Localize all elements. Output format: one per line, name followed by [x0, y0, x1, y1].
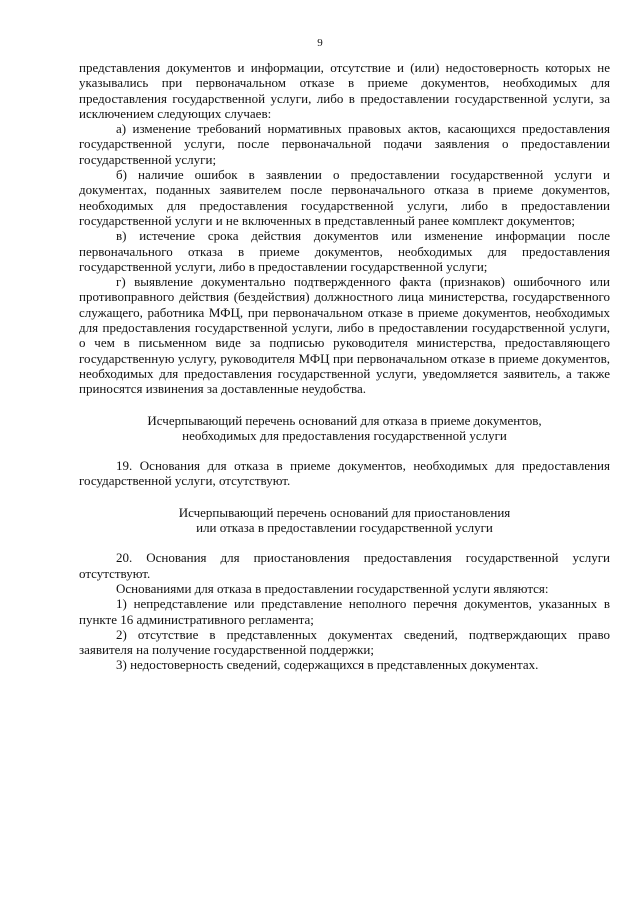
paragraph-item-b: б) наличие ошибок в заявлении о предоставлении государственной услуги и документах, поданных заявителем после первоначального отказа в приеме документов, необходимых для предоставления государственной услуги, либо в предоставлении государственной услуги и не включенных в представленный ранее комплект документов;	[79, 167, 610, 228]
list-item-1: 1) непредставление или представление неполного перечня документов, указанных в пункте 16 административного регламента;	[79, 596, 610, 627]
heading-line: необходимых для предоставления государственной услуги	[182, 427, 507, 443]
heading-line: или отказа в предоставлении государственной услуги	[196, 520, 493, 536]
paragraph-continued: представления документов и информации, отсутствие и (или) недостоверность которых не указывались при первоначальном отказе в приеме документов, необходимых для предоставления государственной услуги, либо в предоставлении государственной услуги, за исключением следующих случаев:	[79, 60, 610, 121]
heading-line: Исчерпывающий перечень оснований для приостановления	[178, 504, 511, 520]
section-heading-refusal-acceptance	[79, 413, 610, 444]
section-heading-suspension-refusal	[79, 505, 610, 536]
list-item-2: 2) отсутствие в представленных документах сведений, подтверждающих право заявителя на получение государственной поддержки;	[79, 626, 610, 658]
paragraph-20: 20. Основания для приостановления предоставления государственной услуги отсутствуют.	[79, 550, 610, 581]
list-item-3: 3) недостоверность сведений, содержащихся в представленных документах.	[116, 657, 539, 673]
paragraph-19: 19. Основания для отказа в приеме документов, необходимых для предоставления государственной услуги, отсутствуют.	[79, 458, 610, 489]
heading-line: Исчерпывающий перечень оснований для отказа в приеме документов,	[147, 412, 542, 428]
paragraph-item-g: г) выявление документально подтвержденного факта (признаков) ошибочного или противоправного действия (бездействия) должностного лица министерства, государственного служащего, работника МФЦ, при первоначальном отказе в приеме документов, необходимых для предоставления государственной услуги, либо в предоставлении государственной услуги, о чем в письменном виде за подписью руководителя министерства, предоставляющего государственную услугу, руководителя МФЦ при первоначальном отказе в приеме документов, необходимых для предоставления государственной услуги, уведомляется заявитель, а также приносятся извинения за доставленные неудобства.	[79, 274, 610, 397]
page-number: 9	[317, 37, 323, 49]
document-body	[79, 60, 610, 673]
paragraph-refusal-grounds: Основаниями для отказа в предоставлении государственной услуги являются:	[116, 580, 549, 596]
paragraph-item-v: в) истечение срока действия документов или изменение информации после первоначального отказа в приеме документов, необходимых для предоставления государственной услуги, либо в предоставлении государственной услуги;	[79, 228, 610, 274]
paragraph-item-a: а) изменение требований нормативных правовых актов, касающихся предоставления государственной услуги, после первоначальной подачи заявления о предоставлении государственной услуги;	[79, 121, 610, 167]
